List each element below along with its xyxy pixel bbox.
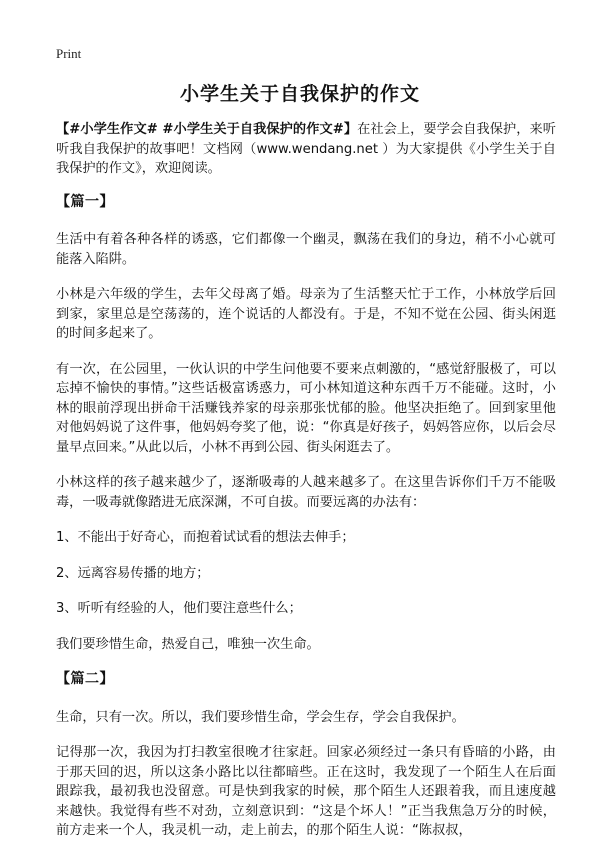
paragraph: 有一次，在公园里，一伙认识的中学生问他要不要来点刺激的，“感觉舒服极了，可以忘掉不愉快的事情。”这些话极富诱惑力，可小林知道这种东西千万不能碰。这时，小林的眼前浮现出拼命干活赚钱养家的母亲那张忧郁的脸。他坚决拒绝了。回到家里他对他妈妈说了这件事，他妈妈夸奖了他，说：“你真是好孩子，妈妈答应你，以后会尽量早点回来。”从此以后，小林不再到公园、街头闲逛去了。: [56, 361, 556, 455]
paragraph: 生命，只有一次。所以，我们要珍惜生命，学会生存，学会自我保护。: [56, 709, 465, 725]
list-item: 1、不能出于好奇心，而抱着试试看的想法去伸手；: [56, 530, 355, 545]
paragraph: 小林是六年级的学生，去年父母离了婚。母亲为了生活整天忙于工作，小林放学后回到家，家里总是空荡荡的，连个说话的人都没有。于是，不知不觉在公园、街头闲逛的时间多起来了。: [56, 287, 556, 341]
intro-paragraph: [56, 120, 556, 179]
page-title: 小学生关于自我保护的作文: [179, 83, 420, 105]
list-item: 2、远离容易传播的地方；: [56, 565, 210, 581]
section-heading-2: 【篇二】: [56, 671, 114, 687]
print-link[interactable]: Print: [56, 46, 82, 61]
intro-text: 在社会上，要学会自我保护，来听听我自我保护的故事吧！文档网（www.wendang.net ）为大家提供《小学生关于自我保护的作文》，欢迎阅读。: [56, 122, 556, 176]
section-heading-1: 【篇一】: [56, 193, 114, 210]
article-body: [56, 120, 556, 857]
paragraph: 小林这样的孩子越来越少了，逐渐吸毒的人越来越多了。在这里告诉你们千万不能吸毒，一吸毒就像踏进无底深渊，不可自拔。而要远离的办法有：: [56, 475, 556, 510]
list-item: 3、听听有经验的人，他们要注意些什么；: [56, 601, 302, 616]
paragraph: 生活中有着各种各样的诱惑，它们都像一个幽灵，飘荡在我们的身边，稍不小心就可能落入陷阱。: [56, 232, 556, 267]
paragraph: 我们要珍惜生命，热爱自己，唯独一次生命。: [56, 636, 320, 652]
intro-tag: 【#小学生作文# #小学生关于自我保护的作文#】: [56, 122, 358, 137]
paragraph: 记得那一次，我因为打扫教室很晚才往家赶。回家必须经过一条只有昏暗的小路，由于那天回的迟，所以这条小路比以往都暗些。正在这时，我发现了一个陌生人在后面跟踪我，最初我也没留意。可是快到我家的时候，那个陌生人还跟着我，而且速度越来越快。我觉得有些不对劲，立刻意识到：“这是个坏人！”正当我焦急万分的时候，前方走来一个人，我灵机一动，走上前去，的那个陌生人说：“陈叔叔，: [56, 745, 556, 838]
